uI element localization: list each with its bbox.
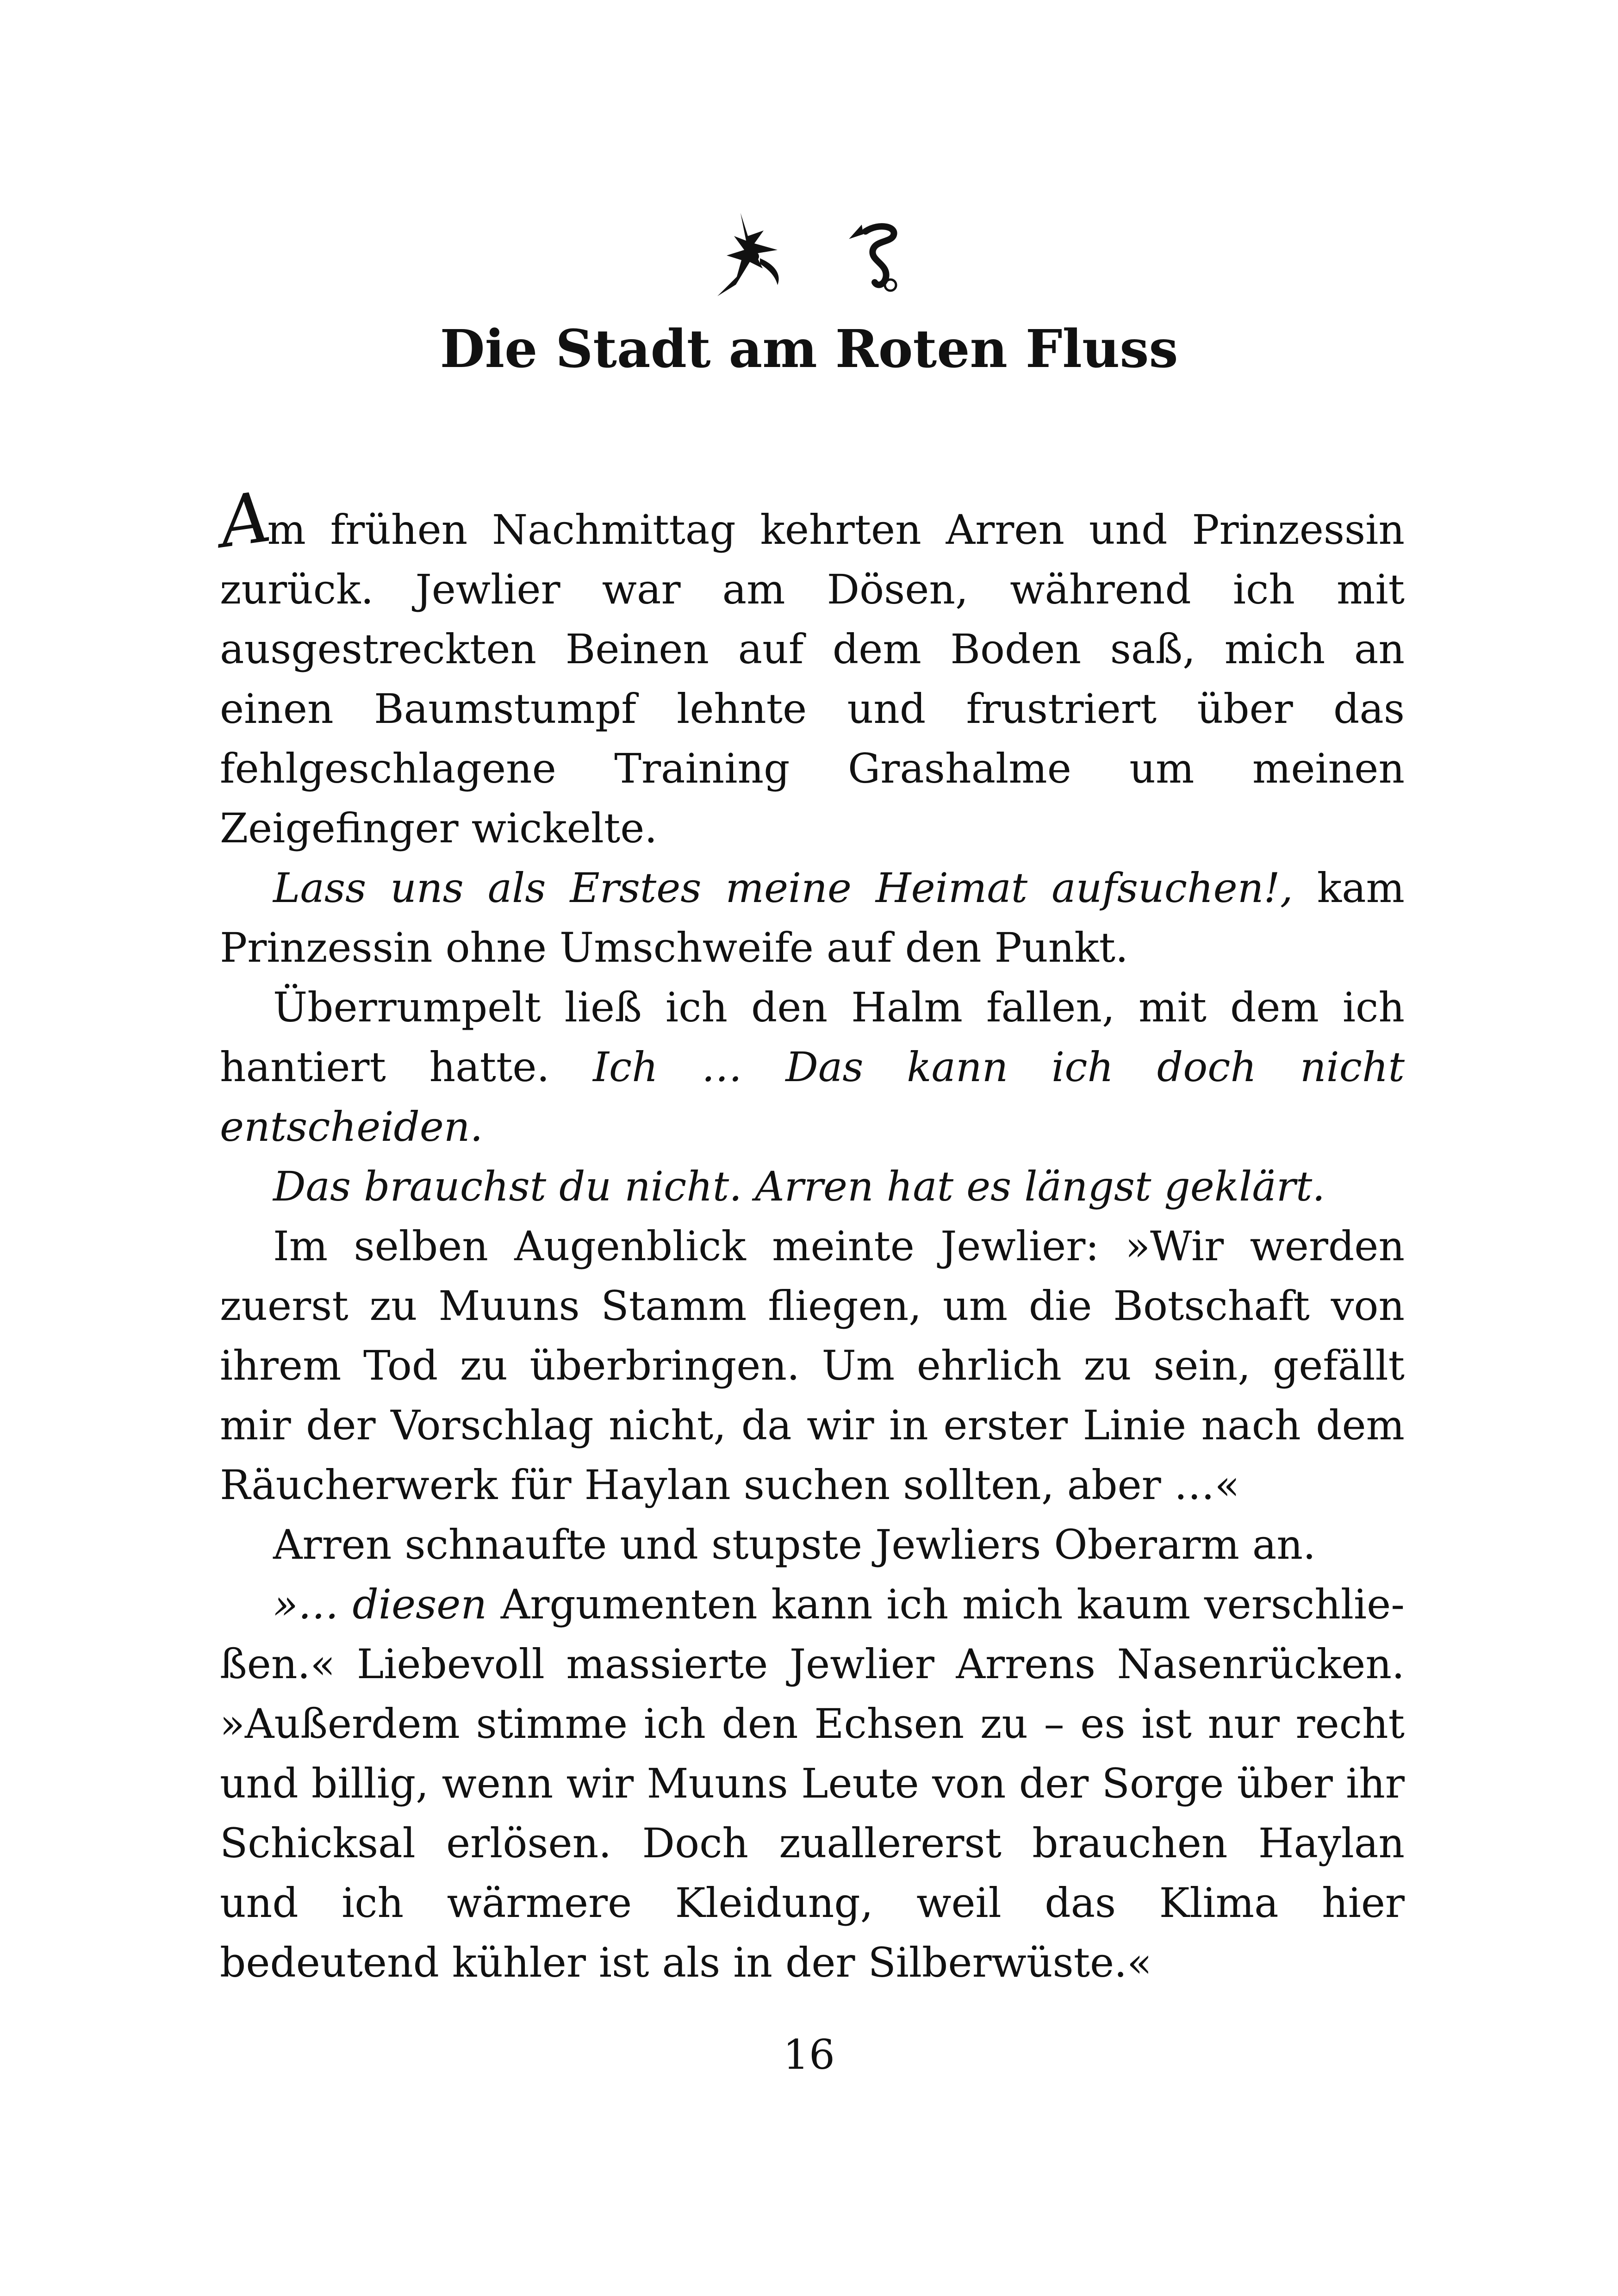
paragraph: [220, 1157, 1405, 1216]
quote-mark: »: [273, 1580, 298, 1628]
drop-cap: A: [214, 477, 275, 564]
chapter-title: Die Stadt am Roten Fluss: [440, 319, 1178, 380]
paragraph: [220, 1216, 1405, 1515]
paragraph-text: m frühen Nachmittag kehrten Arren und Prinzessin zurück. Jewlier war am Dösen, während ich mit ausgestreckten Beinen auf dem Boden saß, mich an einen Baumstumpf lehnte und frustriert über das fehlgeschlagene Training Grashalme um meinen Zeigefinger wickelte.: [220, 506, 1405, 852]
page-number: 16: [783, 2031, 835, 2078]
paragraph: [214, 477, 1405, 858]
paragraph-text: Argumenten kann ich mich kaum verschließen.« Liebevoll massierte Jewlier Arrens Nasenrücken. »Außerdem stimme ich den Echsen zu – es ist nur recht und billig, wenn wir Muuns Leute von der Sorge über ihr Schicksal erlösen. Doch zuallererst brauchen Haylan und ich wärmere Kleidung, weil das Klima hier bedeutend kühler ist als in der Silberwüste.«: [220, 1580, 1405, 1986]
paragraph-text: Überrumpelt ließ ich den Halm fallen, mit dem ich hantiert hatte.: [220, 983, 1405, 1091]
italic-thought: Das brauchst du nicht. Arren hat es längst geklärt.: [273, 1163, 1326, 1210]
paragraph: [220, 1515, 1405, 1574]
chapter-body: [214, 477, 1405, 1992]
italic-thought: Lass uns als Erstes meine Heimat aufsuchen!,: [273, 864, 1293, 912]
italic-thought: Ich … Das kann ich doch nicht entscheiden.: [220, 1043, 1405, 1151]
paragraph: [220, 1574, 1405, 1992]
italic-emphasis: … diesen: [298, 1580, 487, 1628]
paragraph: [220, 858, 1405, 977]
paragraph-text: Im selben Augenblick meinte Jewlier: »Wir werden zuerst zu Muuns Stamm fliegen, um die Botschaft von ihrem Tod zu überbringen. Um ehrlich zu sein, gefällt mir der Vorschlag nicht, da wir in erster Linie nach dem Räucherwerk für Haylan suchen sollten, aber …«: [220, 1222, 1405, 1509]
paragraph-text: kam Prinzessin ohne Umschweife auf den Punkt.: [220, 864, 1405, 971]
paragraph: [220, 977, 1405, 1157]
winged-dragon-flourish-icon: [708, 204, 921, 315]
paragraph-text: Arren schnaufte und stupste Jewliers Oberarm an.: [273, 1521, 1316, 1568]
